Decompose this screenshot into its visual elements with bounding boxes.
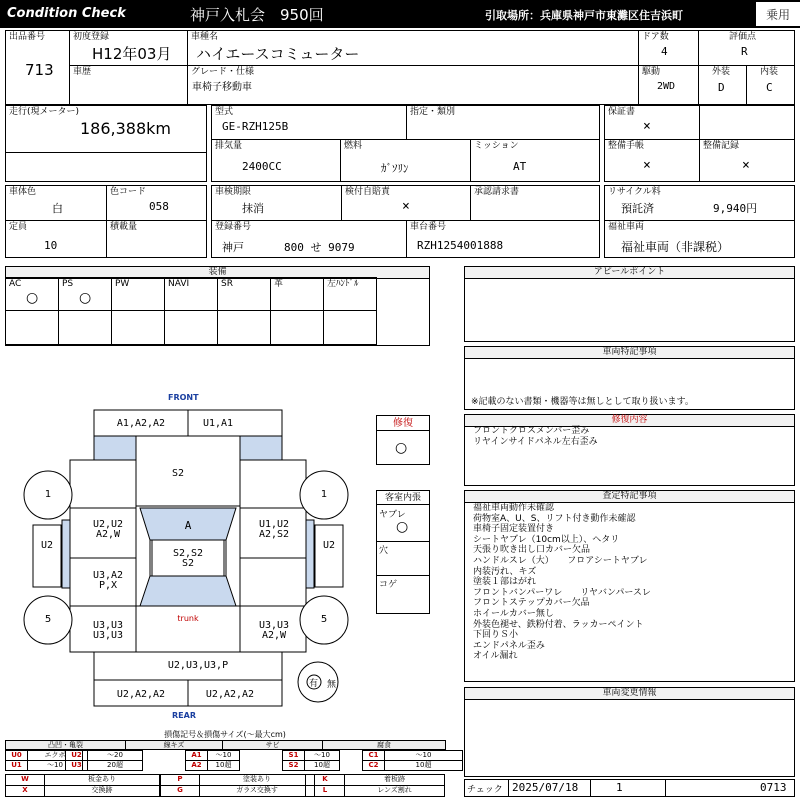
welfare-value: 福祉車両（非課税） [621, 240, 730, 254]
displacement-value: 2400CC [242, 160, 282, 173]
legend-mark-desc: レンズ割れ [344, 785, 445, 797]
legend-mark-desc: 着板跡 [344, 774, 445, 786]
legend-mark-code: P [160, 774, 200, 786]
ext-value: D [718, 81, 725, 94]
dlabel-left-rear-quarter: U3,U3 U3,U3 [92, 620, 124, 641]
dlabel-spare-yes: 有 [309, 679, 319, 689]
left-mirror-box [33, 525, 61, 587]
legend-code: U2 [65, 750, 88, 761]
notes-title: 車両特記事項 [465, 347, 794, 359]
color-value: 白 [52, 202, 63, 215]
chassis-label: 車台番号 [410, 222, 447, 232]
legend-desc: 10超 [207, 760, 240, 771]
chassis-value: RZH1254001888 [417, 239, 504, 252]
capacity-label: 定員 [9, 222, 28, 232]
equipment-title: 装備 [6, 267, 429, 279]
legend-mark-desc: ガラス交換す [199, 785, 315, 797]
legend-mark-desc: 交換跡 [44, 785, 160, 797]
dlabel-tire-fl: 1 [44, 489, 52, 500]
mileage-label: 走行(現メーター) [9, 107, 80, 117]
dlabel-tire-fr: 1 [320, 489, 328, 500]
maint-record-label: 整備記録 [703, 141, 740, 151]
history-label: 車歴 [73, 67, 92, 77]
legend-code: C2 [362, 760, 385, 771]
legend-mark-code: K [305, 774, 345, 786]
legend-mark-code: W [5, 774, 45, 786]
drive-value: 2WD [657, 81, 676, 92]
lot-value: 713 [25, 61, 54, 79]
equipment-label: PW [115, 279, 130, 289]
legend-code: C1 [362, 750, 385, 761]
load-label: 積載量 [110, 222, 138, 232]
recycle-status: 預託済 [621, 202, 654, 215]
legend-mark-desc: 塗装あり [199, 774, 315, 786]
footer-count: 1 [616, 781, 623, 794]
inspection-value: 抹消 [242, 202, 264, 215]
legend-code: A1 [185, 750, 208, 761]
plate-area: 神戸 [222, 241, 244, 254]
lot-label: 出品番号 [9, 32, 46, 42]
warranty-label: 保証書 [608, 107, 636, 117]
car-name-label: 車種名 [191, 32, 219, 42]
first-reg-label: 初度登録 [73, 32, 110, 42]
first-reg-value: H12年03月 [92, 45, 172, 63]
mission-value: AT [513, 160, 527, 173]
trunk-panel [136, 606, 240, 652]
right-side-front [240, 460, 306, 508]
interior-title: 客室内張 [377, 491, 429, 505]
equipment-label: 革 [274, 279, 284, 289]
grade-label: グレード・仕様 [191, 67, 255, 77]
footer-check-label: チェック [467, 785, 503, 795]
dlabel-tire-rr: 5 [320, 614, 328, 625]
inspection-label: 車検期限 [215, 187, 252, 197]
equipment-value: ○ [26, 290, 39, 306]
recycle-fee: 9,940円 [713, 202, 758, 215]
fuel-label: 燃料 [344, 141, 363, 151]
left-side-front [70, 460, 136, 508]
plate-number: 800 せ 9079 [284, 241, 355, 254]
car-name-value: ハイエースコミューター [196, 45, 360, 63]
self-check-label: 検付自賠責 [345, 187, 391, 197]
dlabel-left-mirror: U2 [40, 540, 54, 551]
mission-label: ミッション [474, 141, 519, 151]
inspect-title: 査定特記事項 [465, 491, 794, 503]
appeal-title: アピールポイント [465, 267, 794, 279]
maint-record-value: × [742, 158, 750, 173]
color-code-value: 058 [149, 200, 169, 213]
legend-mark-code: G [160, 785, 200, 797]
brand-title: Condition Check [7, 6, 126, 21]
designation-label: 指定・類別 [410, 107, 456, 117]
auction-title: 神戸入札会 950回 [190, 6, 324, 24]
drive-label: 駆動 [642, 67, 661, 77]
repair-text: フロントクロスメンバー歪み リヤインサイドパネル左右歪み [473, 426, 598, 447]
notes-text: ※記載のない書類・機器等は無しとして取り扱います。 [471, 397, 694, 407]
equipment-value: ○ [79, 290, 92, 306]
legend-code: S1 [282, 750, 305, 761]
front-corner-right [240, 436, 282, 460]
dlabel-rear-bumper-right: U2,A2,A2 [205, 689, 255, 700]
doors-label: ドア数 [642, 32, 669, 42]
tear-label: ヤブレ [379, 510, 406, 520]
repair-title: 修復内容 [465, 415, 794, 427]
warranty-value: × [643, 119, 651, 134]
fuel-value: ｶﾞｿﾘﾝ [381, 162, 409, 175]
legend-group-header: 凸凹・亀裂 [5, 740, 126, 750]
plate-label: 登録番号 [215, 222, 252, 232]
rear-label: REAR [172, 711, 196, 720]
int-label: 内装 [760, 67, 779, 77]
repair-box-value: ○ [395, 440, 408, 456]
color-label: 車体色 [9, 187, 37, 197]
category-label: 乗用 [766, 8, 791, 22]
dlabel-spare-none: 無 [327, 680, 337, 690]
self-check-value: × [402, 199, 410, 214]
front-label: FRONT [168, 393, 199, 402]
legend-code: U0 [5, 750, 28, 761]
displacement-label: 排気量 [215, 141, 243, 151]
rear-window [140, 576, 236, 606]
legend-code: U3 [65, 760, 88, 771]
legend-code: A2 [185, 760, 208, 771]
model-label: 型式 [215, 107, 234, 117]
maint-book-value: × [643, 158, 651, 173]
legend-mark-code: L [305, 785, 345, 797]
equipment-label: NAVI [168, 279, 190, 289]
dlabel-right-front-door: U1,U2 A2,S2 [258, 519, 290, 540]
burn-label: コゲ [379, 580, 398, 590]
footer-lot: 0713 [760, 781, 787, 794]
dlabel-left-front-door: U2,U2 A2,W [92, 519, 124, 540]
equipment-label: 左ﾊﾝﾄﾞﾙ [327, 279, 359, 289]
legend-code: U1 [5, 760, 28, 771]
equipment-label: SR [221, 279, 233, 289]
pickup-location: 引取場所：兵庫県神戸市東灘区住吉浜町 [485, 9, 683, 22]
mileage-value: 186,388km [80, 119, 172, 138]
dlabel-hood: S2 [171, 468, 185, 479]
inspect-text: 福祉車両動作未確認 荷物室A、U、S、リフト付き動作未確認 車椅子固定装置付き シートヤブレ（10cm以上）、ヘタリ 天張り吹き出し口カバー欠品 ハンドルスレ（大） フロアシートヤブレ 内装汚れ、キズ 塗装１部はがれ フロントバンパーワレ リヤバンパースレ フロントステップカバー欠品 ホイールカバー無し 外装色褪せ、鉄粉付着、ラッカーペイント 下回りＳ小 エンドパネル歪み オイル漏れ [473, 503, 651, 662]
legend-title: 損傷記号＆損傷サイズ(～最大cm) [164, 730, 286, 739]
right-mirror-box [315, 525, 343, 587]
front-corner-left [94, 436, 136, 460]
hole-label: 穴 [379, 546, 389, 556]
legend-desc: ～10 [384, 750, 463, 761]
dlabel-left-rear-door: U3,A2 P,X [92, 570, 124, 591]
footer-divider-1 [508, 779, 509, 797]
legend-desc: 10超 [384, 760, 463, 771]
footer-divider-2 [590, 779, 591, 797]
left-pillar [62, 520, 70, 588]
score-label: 評価点 [729, 32, 757, 42]
dlabel-rear-bumper-left: U2,A2,A2 [116, 689, 166, 700]
score-value: R [741, 45, 748, 58]
change-title: 車両変更情報 [465, 688, 794, 700]
right-rear-door-panel [240, 558, 306, 606]
doors-value: 4 [661, 45, 668, 58]
legend-code: S2 [282, 760, 305, 771]
dlabel-rear-panel: U2,U3,U3,P [167, 660, 229, 671]
tear-value: ○ [396, 519, 409, 535]
legend-desc: 10超 [304, 760, 340, 771]
legend-desc: ～10 [27, 760, 83, 771]
legend-group-header: 線キズ [125, 740, 223, 750]
dlabel-front-bumper-right: U1,A1 [202, 418, 234, 429]
dlabel-right-rear-quarter: U3,U3 A2,W [258, 620, 290, 641]
legend-mark-code: X [5, 785, 45, 797]
model-value: GE-RZH125B [222, 120, 289, 133]
recycle-label: リサイクル料 [608, 187, 661, 197]
grade-value: 車椅子移動車 [192, 82, 252, 93]
legend-group-header: 腐食 [322, 740, 446, 750]
footer-date: 2025/07/18 [512, 781, 579, 794]
dlabel-trunk: trunk [177, 614, 199, 623]
legend-group-header: サビ [222, 740, 323, 750]
ext-label: 外装 [712, 67, 731, 77]
int-value: C [766, 81, 773, 94]
legend-mark-desc: 板金あり [44, 774, 160, 786]
legend-desc: ～20 [87, 750, 143, 761]
legend-desc: 20超 [87, 760, 143, 771]
dlabel-tire-rl: 5 [44, 614, 52, 625]
repair-box-title: 修復 [377, 416, 429, 431]
welfare-label: 福祉車両 [608, 222, 645, 232]
dlabel-front-bumper-left: A1,A2,A2 [116, 418, 166, 429]
legend-desc: ～10 [207, 750, 240, 761]
equipment-label: AC [9, 279, 22, 289]
dlabel-roof: A [184, 519, 192, 532]
legend-desc: エクボ [27, 750, 83, 761]
footer-divider-3 [665, 779, 666, 797]
equipment-label: PS [62, 279, 74, 289]
maint-book-label: 整備手帳 [608, 141, 645, 151]
approval-label: 承認請求書 [474, 187, 520, 197]
legend-desc: ～10 [304, 750, 340, 761]
capacity-value: 10 [44, 239, 58, 252]
color-code-label: 色コード [110, 187, 147, 197]
dlabel-right-mirror: U2 [322, 540, 336, 551]
dlabel-center-floor: S2,S2 S2 [172, 548, 204, 569]
